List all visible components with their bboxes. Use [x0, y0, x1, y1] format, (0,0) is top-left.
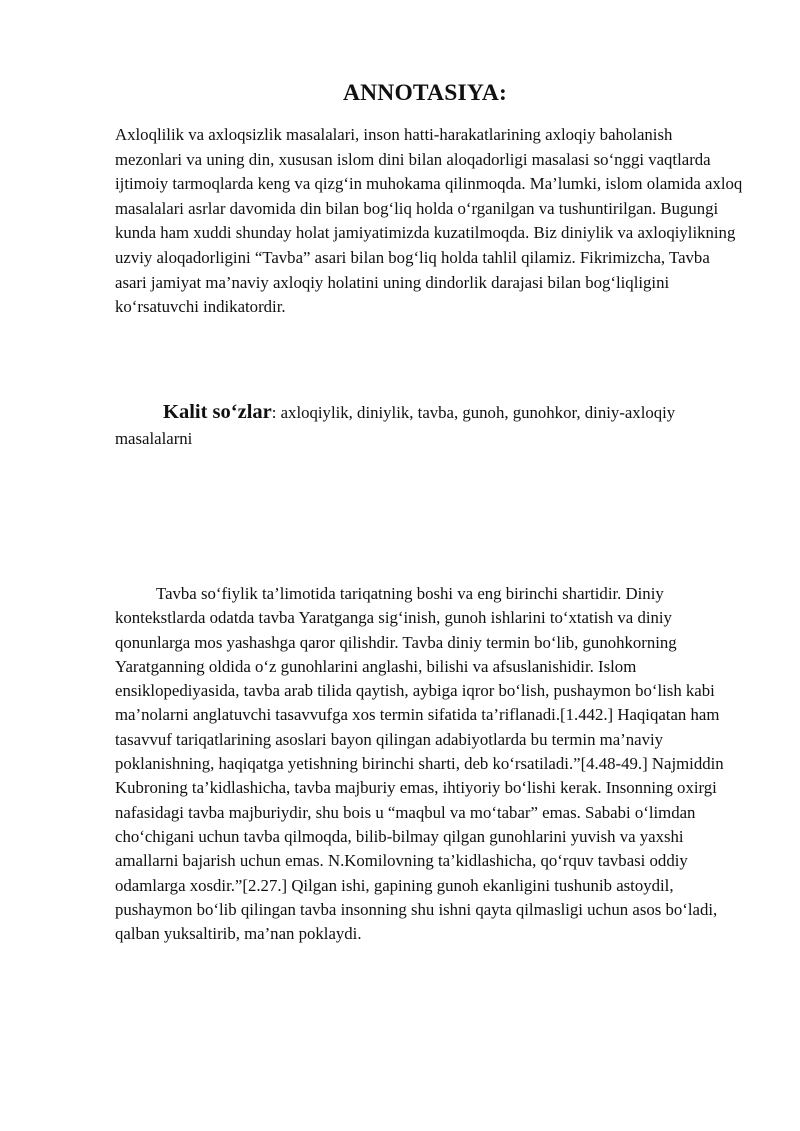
abstract-paragraph: Axloqlilik va axloqsizlik masalalari, inson hatti-harakatlarining axloqiy baholanish mezonlari va uning din, xususan islom dini bilan aloqadorligi masalasi so‘nggi vaqtlarda ijtimoiy tarmoqlarda keng va qizg‘in muhokama qilinmoqda. Ma’lumki, islom olamida axloq masalalari asrlar davomida din bilan bog‘liq holda o‘rganilgan va tushuntirilgan. Bugungi kunda ham xuddi shunday holat jamiyatimizda kuzatilmoqda. Biz diniylik va axloqiylikning uzviy aloqadorligini “Tavba” asari bilan bog‘liq holda tahlil qilamiz. Fikrimizcha, Tavba asari jamiyat ma’naviy axloqiy holatini uning dindorlik darajasi bilan bog‘liqligini ko‘rsatuvchi indikatordir. [115, 125, 743, 317]
body-paragraph: Tavba so‘fiylik ta’limotida tariqatning boshi va eng birinchi shartidir. Diniy kontekstlarda odatda tavba Yaratganga sig‘inish, gunoh ishlarini to‘xtatish va diniy qonunlarga mos yashashga qaror qilishdir. Tavba diniy termin bo‘lib, gunohkorning Yaratganning oldida o‘z gunohlarini anglashi, bilishi va afsuslanishidir. Islom ensiklopediyasida, tavba arab tilida qaytish, aybiga iqror bo‘lish, pushaymon bo‘lish kabi ma’nolarni anglatuvchi tasavvufga xos termin sifatida ta’riflanadi.[1.442.] Haqiqatan ham tasavvuf tariqatlarining asoslari bayon qilingan adabiyotlarda bu termin ma’naviy poklanishning, haqiqatga yetishning birinchi sharti, deb ko‘rsatiladi.”[4.48-49.] Najmiddin Kubroning ta’kidlashicha, tavba majburiy emas, ihtiyoriy bo‘lishi kerak. Insonning oxirgi nafasidagi tavba majburiydir, shu bois u “maqbul va mo‘tabar” emas. Sababi o‘limdan cho‘chigani uchun tavba qilmoqda, bilib-bilmay qilgan gunohlarini yuvish va yaxshi amallarni bajarish uchun emas. N.Komilovning ta’kidlashicha, qo‘rquv tavbasi oddiy odamlarga xosdir.”[2.27.] Qilgan ishi, gapining gunoh ekanligini tushunib astoydil, pushaymon bo‘lib qilingan tavba insonning shu ishni qayta qilmasligi uchun asos bo‘ladi, qalban yuksaltirib, ma’nan poklaydi. [115, 584, 724, 944]
keywords-paragraph [115, 399, 743, 452]
keywords-label: Kalit so‘zlar [163, 401, 272, 423]
keywords-list: : axloqiylik, diniylik, tavba, gunoh, gunohkor, diniy-axloqiy masalalarni [115, 403, 676, 448]
document-title: ANNOTASIYA: [342, 80, 508, 106]
